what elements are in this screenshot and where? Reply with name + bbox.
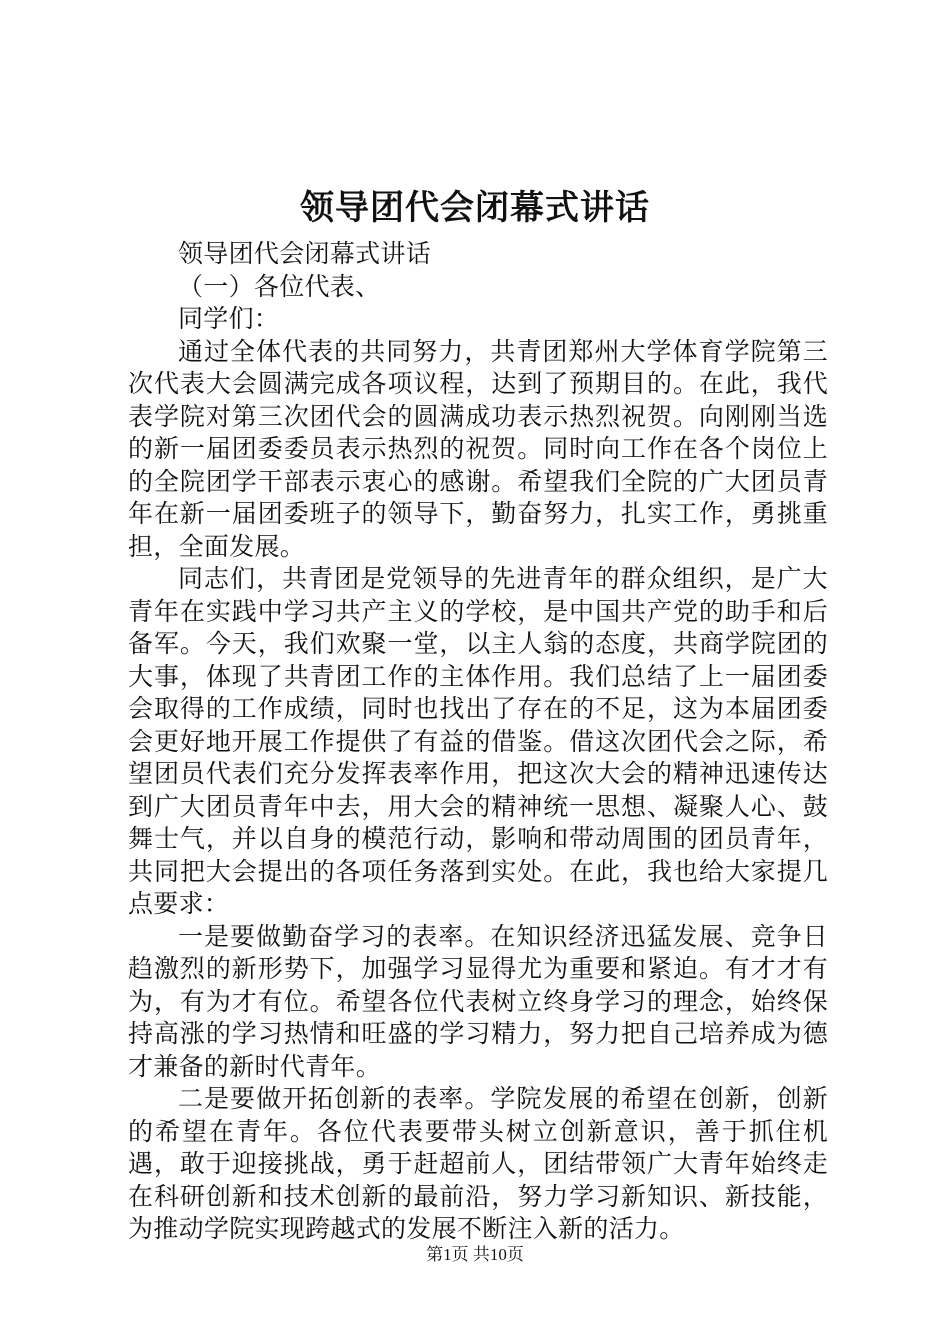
document-title: 领导团代会闭幕式讲话 [300,188,650,228]
document-body [128,238,828,1246]
paragraph-requirement-2: 二是要做开拓创新的表率。学院发展的希望在创新，创新的希望在青年。各位代表要带头树立创新意识，善于抓住机遇，敢于迎接挑战，勇于赶超前人，团结带领广大青年始终走在科研创新和技术创新的最前沿，努力学习新知识、新技能，为推动学院实现跨越式的发展不断注入新的活力。 [128,1084,828,1243]
paragraph-opening: 通过全体代表的共同努力，共青团郑州大学体育学院第三次代表大会圆满完成各项议程，达到了预期目的。在此，我代表学院对第三次团代会的圆满成功表示热烈祝贺。向刚刚当选的新一届团委委员表示热烈的祝贺。同时向工作在各个岗位上的全院团学干部表示衷心的感谢。希望我们全院的广大团员青年在新一届团委班子的领导下，勤奋努力，扎实工作，勇挑重担，全面发展。 [128,336,828,561]
page-number-footer: 第1页 共10页 [426,1245,524,1264]
paragraph-requirement-1: 一是要做勤奋学习的表率。在知识经济迅猛发展、竞争日趋激烈的新形势下，加强学习显得尤为重要和紧迫。有才才有为，有为才有位。希望各位代表树立终身学习的理念，始终保持高涨的学习热情和旺盛的学习精力，努力把自己培养成为德才兼备的新时代青年。 [128,921,828,1081]
paragraph-salutation-2: 同学们： [178,304,280,333]
paragraph-salutation-1: （一）各位代表、 [178,271,381,301]
paragraph-heading: 领导团代会闭幕式讲话 [178,239,432,268]
paragraph-comrades: 同志们，共青团是党领导的先进青年的群众组织，是广大青年在实践中学习共产主义的学校，是中国共产党的助手和后备军。今天，我们欢聚一堂，以主人翁的态度，共商学院团的大事，体现了共青团工作的主体作用。我们总结了上一届团委会取得的工作成绩，同时也找出了存在的不足，这为本届团委会更好地开展工作提供了有益的借鉴。借这次团代会之际，希望团员代表们充分发挥表率作用，把这次大会的精神迅速传达到广大团员青年中去，用大会的精神统一思想、凝聚人心、鼓舞士气，并以自身的模范行动，影响和带动周围的团员青年，共同把大会提出的各项任务落到实处。在此，我也给大家提几点要求： [128,564,828,918]
